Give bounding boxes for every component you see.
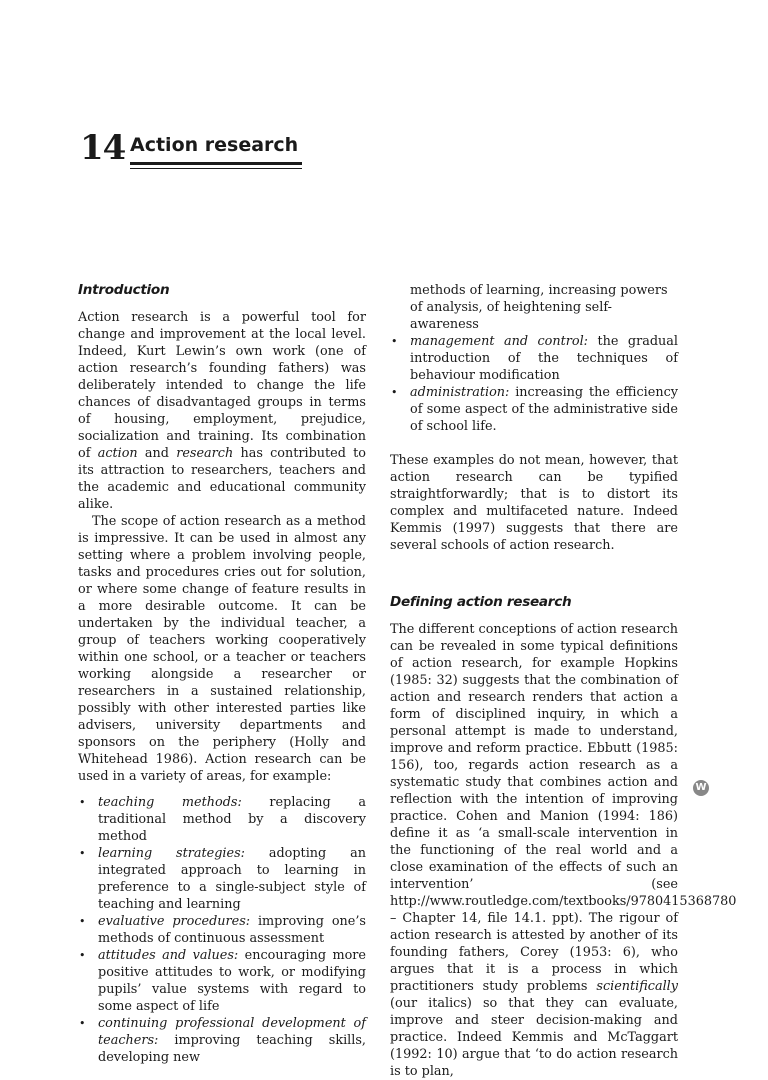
- list-item: • attitudes and values: encouraging more positive attitudes to work, or modifying pupils’ value systems with regard to some aspect of life: [79, 948, 366, 1014]
- bullet-icon: •: [391, 335, 398, 348]
- list-item: • teaching methods: replacing a traditional method by a discovery method: [79, 795, 366, 844]
- section-heading-defining: Defining action research: [390, 594, 572, 610]
- bullet-icon: •: [79, 949, 86, 962]
- bullet-icon: •: [391, 386, 398, 399]
- intro-paragraph-1: Action research is a powerful tool for change and improvement at the local level. Indeed, Kurt Lewin’s own work (one of action research’s founding fathers) was deliberately intended to change the life chances of disadvantaged groups in terms of housing, employment, prejudice, socialization and training. Its combination of action and research has contributed to its attraction to researchers, teachers and the academic and educational community alike.: [78, 310, 367, 512]
- title-rule-thin: [130, 168, 302, 169]
- list-item: • administration: increasing the efficiency of some aspect of the administrative side of school life.: [391, 385, 678, 434]
- bullet-icon: •: [79, 796, 86, 809]
- list-item: • management and control: the gradual introduction of the techniques of behaviour modification: [391, 334, 679, 383]
- areas-list-continued: [390, 333, 678, 435]
- bullet-icon: •: [79, 847, 86, 860]
- title-rule-thick: [130, 162, 302, 165]
- bullet-icon: •: [79, 915, 86, 928]
- list-item-continuation: methods of learning, increasing powers of analysis, of heightening self-awareness: [410, 283, 668, 332]
- website-icon: W: [693, 780, 709, 796]
- section-heading-introduction: Introduction: [78, 282, 170, 298]
- bullet-icon: •: [79, 1017, 86, 1030]
- left-column: [78, 280, 366, 1066]
- areas-list: [78, 794, 366, 1066]
- list-item: • continuing professional development of teachers: improving teaching skills, developing new: [79, 1016, 366, 1065]
- right-column: [390, 282, 737, 1080]
- intro-paragraph-2: The scope of action research as a method is impressive. It can be used in almost any setting where a problem involving people, tasks and procedures cries out for solution, or where some change of feature results in a more desirable outcome. It can be undertaken by the individual teacher, a group of teachers working cooperatively within one school, or a teacher or teachers working alongside a researcher or researchers in a sustained relationship, possibly with other interested parties like advisers, university departments and sponsors on the periphery (Holly and Whitehead 1986). Action research can be used in a variety of areas, for example:: [78, 514, 366, 784]
- list-item: • learning strategies: adopting an integrated approach to learning in preference to a single-subject style of teaching and learning: [79, 846, 366, 912]
- list-item: • evaluative procedures: improving one’s methods of continuous assessment: [79, 914, 366, 946]
- chapter-number: 14: [80, 128, 126, 168]
- intro-paragraph-3: These examples do not mean, however, that action research can be typified straightforwardly; that is to distort its complex and multifaceted nature. Indeed Kemmis (1997) suggests that there are several schools of action research.: [390, 453, 678, 553]
- defining-paragraph: The different conceptions of action research can be revealed in some typical definitions of action research, for example Hopkins (1985: 32) suggests that the combination of action and research renders that action a form of disciplined inquiry, in which a personal attempt is made to understand, improve and reform practice. Ebbutt (1985: 156), too, regards action research as a systematic study that combines action and reflection with the intention of improving practice. Cohen and Manion (1994: 186) define it as ‘a small-scale intervention in the functioning of the real world and a close examination of the effects of such an intervention’ (see http://www.routledge.com/textbooks/9780415368780 – Chapter 14, file 14.1. ppt). The rigour of action research is attested by another of its founding fathers, Corey (1953: 6), who argues that it is a process in which practitioners study problems scientifically (our italics) so that they can evaluate, improve and steer decision-making and practice. Indeed Kemmis and McTaggart (1992: 10) argue that ‘to do action research is to plan,: [390, 622, 737, 1079]
- chapter-title: Action research: [130, 134, 299, 156]
